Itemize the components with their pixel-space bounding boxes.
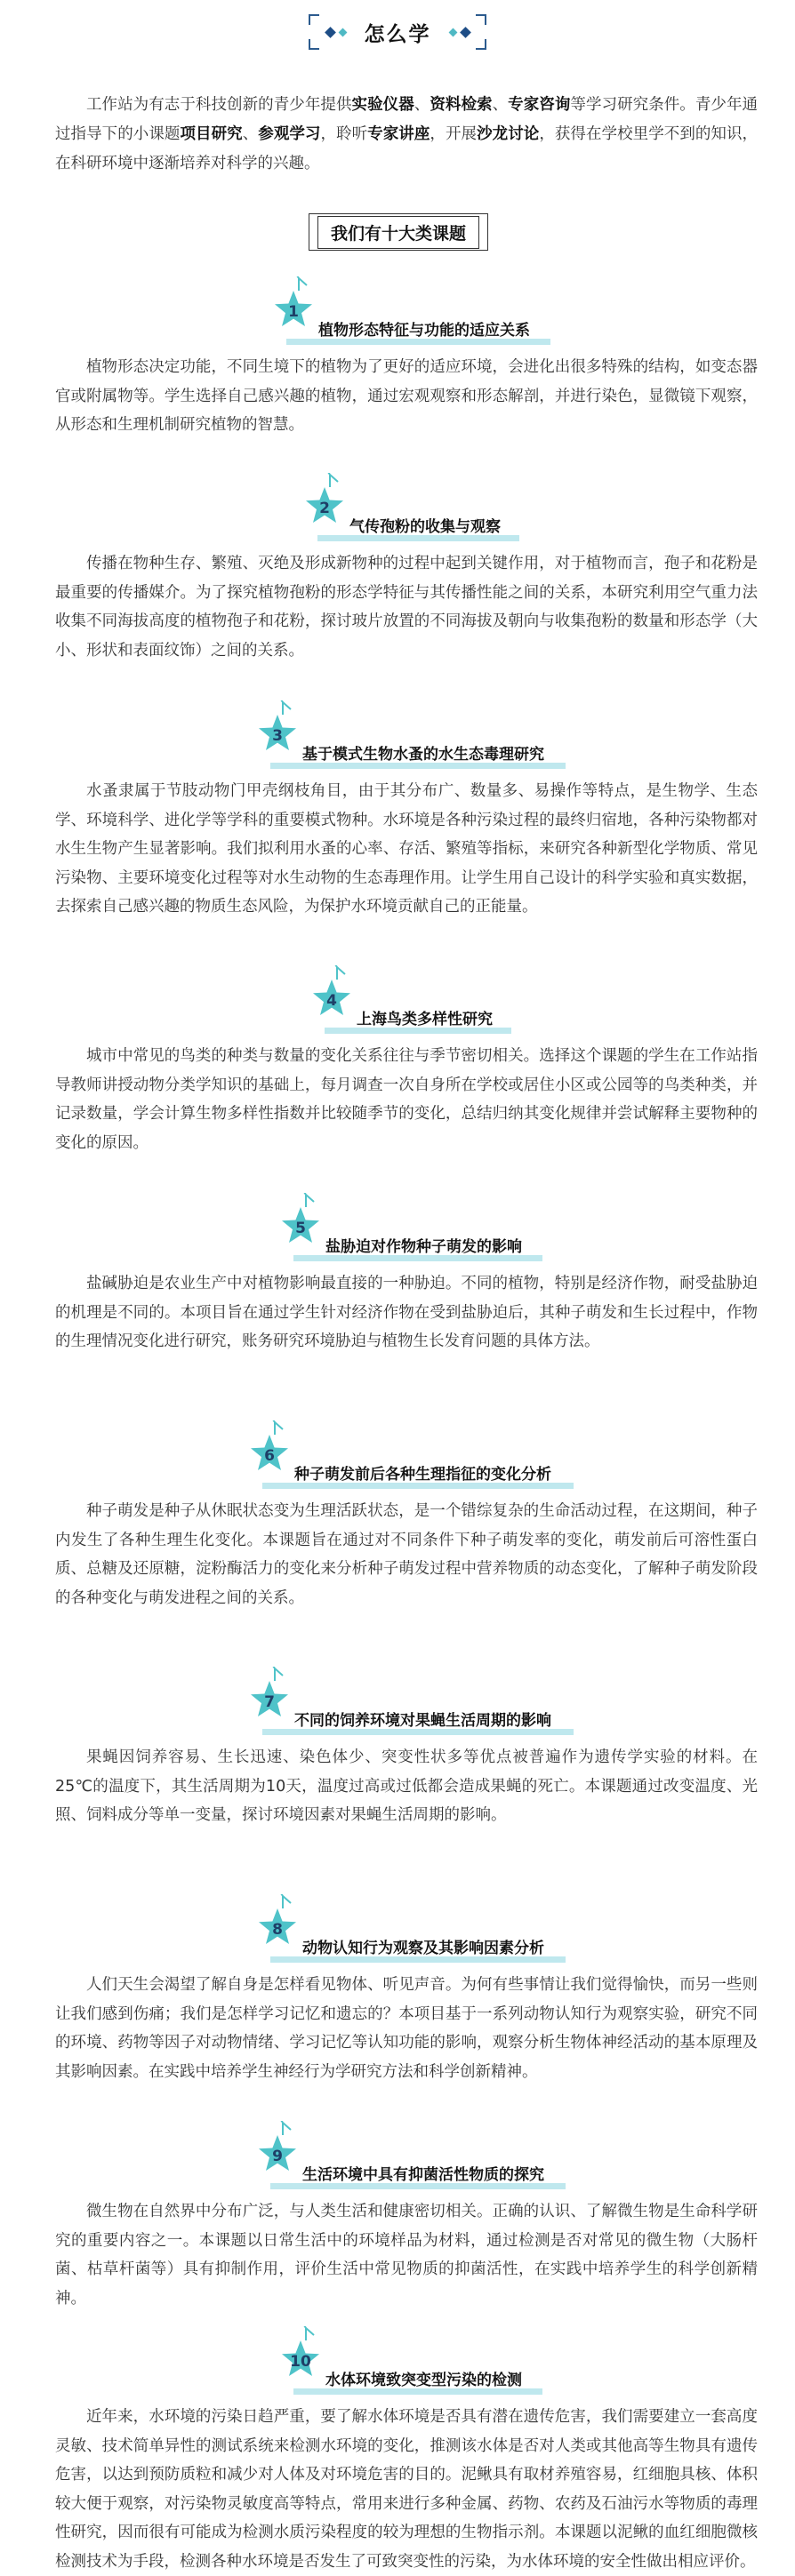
topic-section bbox=[0, 1667, 795, 1830]
topic-header bbox=[0, 1667, 795, 1738]
topic-badge bbox=[303, 473, 355, 530]
topic-description: 盐碱胁迫是农业生产中对植物影响最直接的一种胁迫。不同的植物，特别是经济作物，耐受盐胁迫的机理是不同的。本项目旨在通过学生针对经济作物在受到盐胁迫后，其种子萌发和生长过程中，作物的生理情况变化进行研究，账务研究环境胁迫与植物生长发育问题的具体方法。 bbox=[55, 1275, 758, 1350]
title-underline bbox=[262, 1483, 574, 1489]
topic-title: 动物认知行为观察及其影响因素分析 bbox=[302, 1940, 544, 1957]
page-header bbox=[0, 12, 795, 52]
title-underline bbox=[293, 1255, 542, 1261]
intro-text: 、 bbox=[414, 95, 430, 114]
intro-text: 、 bbox=[242, 124, 259, 143]
intro-highlight: 实验仪器 bbox=[351, 95, 414, 114]
topic-title: 盐胁迫对作物种子萌发的影响 bbox=[325, 1238, 522, 1256]
intro-text: ，聆听 bbox=[320, 124, 368, 143]
page-title: 怎么学 bbox=[364, 22, 431, 46]
topic-header bbox=[0, 1894, 795, 1965]
topic-title: 种子萌发前后各种生理指征的变化分析 bbox=[294, 1466, 551, 1484]
topic-title: 不同的饲养环境对果蝇生活周期的影响 bbox=[294, 1712, 551, 1730]
topic-description: 种子萌发是种子从休眠状态变为生理活跃状态，是一个错综复杂的生命活动过程，在这期间，种子内发生了各种生理生化变化。本课题旨在通过对不同条件下种子萌发率的变化，萌发前后可溶性蛋白质、总糖及还原糖，淀粉酶活力的变化来分析种子萌发过程中营养物质的动态变化，了解种子萌发阶段的各种变化与萌发进程之间的关系。 bbox=[55, 1502, 758, 1607]
frame-corner-icon bbox=[309, 14, 319, 25]
diamond-icon bbox=[460, 27, 471, 38]
title-underline bbox=[293, 2388, 542, 2395]
intro-text: ，开展 bbox=[430, 124, 478, 143]
topic-header bbox=[0, 2326, 795, 2397]
topic-section bbox=[0, 2121, 795, 2313]
topic-section bbox=[0, 1193, 795, 1356]
topic-badge bbox=[272, 276, 324, 333]
intro-text: 、 bbox=[492, 95, 509, 114]
title-underline bbox=[270, 1956, 566, 1963]
topic-description: 人们天生会渴望了解自身是怎样看见物体、听见声音。为何有些事情让我们觉得愉快，而另一些则让我们感到伤痛；我们是怎样学习记忆和遗忘的？本项目基于一系列动物认知行为观察实验，研究不同的环境、药物等因子对动物情绪、学习记忆等认知功能的影响，观察分析生物体神经活动的基本原理及其影响因素。在实践中培养学生神经行为学研究方法和科学创新精神。 bbox=[55, 1976, 758, 2081]
topic-title: 上海鸟类多样性研究 bbox=[357, 1011, 493, 1028]
frame-corner-icon bbox=[476, 14, 486, 25]
title-underline bbox=[325, 1028, 511, 1034]
topic-number: 6 bbox=[264, 1447, 275, 1465]
topic-number: 4 bbox=[326, 992, 337, 1010]
topic-description: 果蝇因饲养容易、生长迅速、染色体少、突变性状多等优点被普遍作为遗传学实验的材料。在25℃的温度下，其生活周期为10天，温度过高或过低都会造成果蝇的死亡。本课题通过改变温度、光照、饲料成分等单一变量，探讨环境因素对果蝇生活周期的影响。 bbox=[55, 1748, 758, 1824]
topic-section bbox=[0, 700, 795, 922]
topic-title: 基于模式生物水蚤的水生态毒理研究 bbox=[302, 746, 544, 764]
intro-highlight: 资料检索 bbox=[430, 95, 493, 114]
title-underline bbox=[317, 535, 519, 541]
topic-header bbox=[0, 1420, 795, 1492]
topic-description: 微生物在自然界中分布广泛，与人类生活和健康密切相关。正确的认识、了解微生物是生命科学研究的重要内容之一。本课题以日常生活中的环境样品为材料，通过检测是否对常见的微生物（大肠杆菌、枯草杆菌等）具有抑制作用，评价生活中常见物质的抑菌活性，在实践中培养学生的科学创新精神。 bbox=[55, 2203, 758, 2308]
topic-header bbox=[0, 700, 795, 772]
topic-description: 城市中常见的鸟类的种类与数量的变化关系往往与季节密切相关。选择这个课题的学生在工作站指导教师讲授动物分类学知识的基础上，每月调查一次自身所在学校或居住小区或公园等的鸟类种类，并记录数量，学会计算生物多样性指数并比较随季节的变化，总结归纳其变化规律并尝试解释主要物种的变化的原因。 bbox=[55, 1047, 758, 1152]
topic-section bbox=[0, 965, 795, 1157]
topic-badge bbox=[248, 1667, 300, 1724]
topic-section bbox=[0, 1894, 795, 2086]
diamond-icon bbox=[448, 28, 457, 36]
topic-section bbox=[0, 473, 795, 665]
diamond-icon bbox=[338, 28, 347, 36]
topic-description: 植物形态决定功能，不同生境下的植物为了更好的适应环境，会进化出很多特殊的结构，如变态器官或附属物等。学生选择自己感兴趣的植物，通过宏观观察和形态解剖，并进行染色，显微镜下观察，从形态和生理机制研究植物的智慧。 bbox=[55, 358, 758, 434]
topic-number: 10 bbox=[290, 2353, 311, 2371]
section-title-frame bbox=[309, 213, 488, 251]
intro-text: 工作站为有志于科技创新的青少年提供 bbox=[86, 95, 352, 114]
topic-number: 5 bbox=[295, 1220, 306, 1237]
header-title-frame bbox=[309, 14, 486, 50]
topic-description: 近年来，水环境的污染日趋严重，要了解水体环境是否具有潜在遗传危害，我们需要建立一套高度灵敏、技术简单异性的测试系统来检测水环境的变化，推测该水体是否对人类或其他高等生物具有遗传危害，以达到预防质粒和减少对人体及对环境危害的目的。泥鳅具有取材养殖容易，红细胞具核、体积较大便于观察，对污染物灵敏度高等特点，常用来进行多种金属、药物、农药及石油污水等物质的毒理性研究，因而很有可能成为检测水质污染程度的较为理想的生物指示剂。本课题以泥鳅的血红细胞微核检测技术为手段，检测各种水环境是否发生了可致突变性的污染，为水体环境的安全性做出相应评价。 bbox=[55, 2408, 758, 2571]
topic-title: 植物形态特征与功能的适应关系 bbox=[318, 322, 530, 340]
title-underline bbox=[270, 763, 566, 769]
topic-description: 水蚤隶属于节肢动物门甲壳纲枝角目，由于其分布广、数量多、易操作等特点，是生物学、生态学、环境科学、进化学等学科的重要模式物种。水环境是各种污染过程的最终归宿地，各种污染物都对水生生物产生显著影响。我们拟利用水蚤的心率、存活、繁殖等指标，来研究各种新型化学物质、常见污染物、主要环境变化过程等对水生动物的生态毒理作用。让学生用自己设计的科学实验和真实数据，去探索自己感兴趣的物质生态风险，为保护水环境贡献自己的正能量。 bbox=[55, 782, 758, 916]
topic-badge bbox=[256, 700, 308, 757]
intro-highlight: 项目研究 bbox=[180, 124, 243, 143]
intro-highlight: 参观学习 bbox=[258, 124, 321, 143]
topic-number: 8 bbox=[272, 1921, 283, 1939]
title-underline bbox=[270, 2183, 566, 2189]
intro-paragraph bbox=[55, 91, 758, 179]
topic-header bbox=[0, 2121, 795, 2192]
topic-header bbox=[0, 1193, 795, 1264]
title-underline bbox=[286, 339, 550, 345]
intro-text: ，获得在学校里学不到的知识，在科研环境中逐渐培养对科学的兴趣。 bbox=[55, 124, 759, 172]
topic-number: 7 bbox=[264, 1693, 275, 1711]
title-underline bbox=[262, 1729, 574, 1735]
topic-title: 气传孢粉的收集与观察 bbox=[349, 518, 501, 536]
topic-number: 3 bbox=[272, 727, 283, 745]
topic-badge bbox=[256, 1894, 308, 1951]
topic-header bbox=[0, 276, 795, 348]
topic-title: 水体环境致突变型污染的检测 bbox=[325, 2372, 522, 2389]
section-title: 我们有十大类课题 bbox=[317, 216, 479, 249]
intro-text: 等学习研究条件。青少年通过指导下的小课题 bbox=[55, 95, 759, 143]
frame-corner-icon bbox=[476, 39, 486, 50]
diamond-icon bbox=[325, 27, 336, 38]
topic-badge bbox=[310, 965, 362, 1022]
topic-badge bbox=[248, 1420, 300, 1477]
intro-highlight: 专家咨询 bbox=[508, 95, 571, 114]
topic-badge bbox=[256, 2121, 308, 2178]
topic-badge bbox=[279, 1193, 331, 1250]
topic-title: 生活环境中具有抑菌活性物质的探究 bbox=[302, 2166, 544, 2184]
frame-corner-icon bbox=[309, 39, 319, 50]
topic-section bbox=[0, 276, 795, 440]
topic-header bbox=[0, 965, 795, 1036]
intro-highlight: 专家讲座 bbox=[367, 124, 430, 143]
topic-number: 2 bbox=[319, 500, 330, 517]
topic-section bbox=[0, 2326, 795, 2576]
intro-highlight: 沙龙讨论 bbox=[477, 124, 540, 143]
topic-number: 9 bbox=[272, 2148, 283, 2165]
topic-number: 1 bbox=[288, 303, 299, 321]
topic-section bbox=[0, 1420, 795, 1612]
topic-header bbox=[0, 473, 795, 544]
topic-badge bbox=[279, 2326, 331, 2383]
topic-description: 传播在物种生存、繁殖、灭绝及形成新物种的过程中起到关键作用，对于植物而言，孢子和花粉是最重要的传播媒介。为了探究植物孢粉的形态学特征与其传播性能之间的关系，本研究利用空气重力法收集不同海拔高度的植物孢子和花粉，探讨玻片放置的不同海拔及朝向与收集孢粉的数量和形态学（大小、形状和表面纹饰）之间的关系。 bbox=[55, 555, 758, 660]
